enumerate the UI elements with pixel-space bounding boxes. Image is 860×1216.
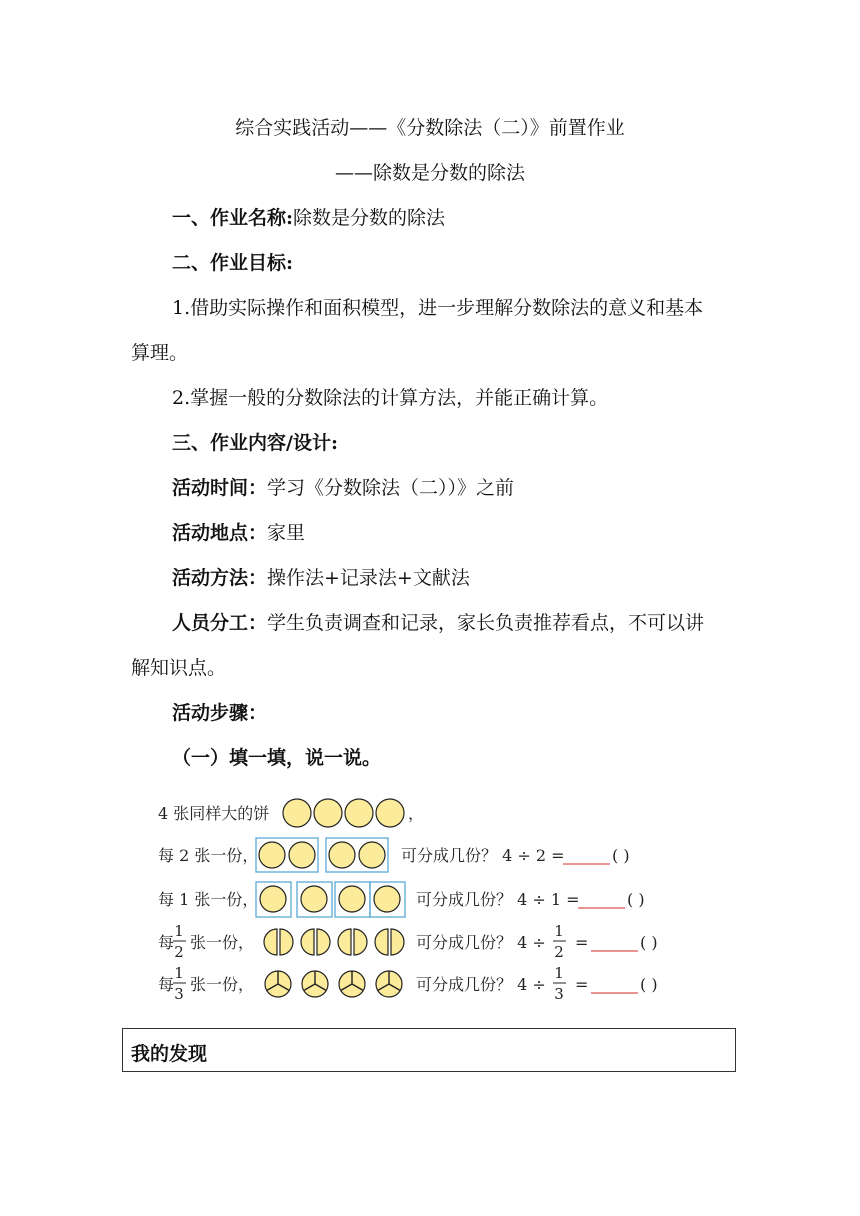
pie xyxy=(301,886,327,912)
page-subtitle: ——除数是分数的除法 xyxy=(334,162,525,184)
pie xyxy=(314,799,342,827)
half-pie xyxy=(338,929,351,955)
row4-text: 每 xyxy=(158,975,175,994)
activity-place-value: 家里 xyxy=(267,522,306,544)
goal-1-line-2: 算理。 xyxy=(131,342,189,364)
activity-place-label: 活动地点： xyxy=(172,522,268,544)
row2-paren: ( ) xyxy=(627,890,645,909)
half-pie xyxy=(264,929,277,955)
activity-place xyxy=(172,521,305,545)
pie xyxy=(329,842,355,868)
staff-division xyxy=(172,611,704,635)
pie xyxy=(376,799,404,827)
activity-steps-label: 活动步骤： xyxy=(172,702,268,724)
pie xyxy=(260,886,286,912)
row4-denominator: 3 xyxy=(174,985,184,1003)
third-pie xyxy=(302,971,328,997)
activity-time xyxy=(172,476,514,500)
third-pies xyxy=(265,971,402,997)
goal-2: 2.掌握一般的分数除法的计算方法，并能正确计算。 xyxy=(172,387,609,409)
row1-question: 可分成几份？ 4 ÷ 2 = xyxy=(401,846,565,865)
pie xyxy=(359,842,385,868)
row4-numerator: 1 xyxy=(174,964,184,982)
activity-method-value: 操作法+记录法+文献法 xyxy=(267,567,470,589)
pie xyxy=(345,799,373,827)
discovery-box[interactable] xyxy=(122,1028,736,1072)
row3-eq: = xyxy=(575,933,589,952)
pie-division-figure xyxy=(150,792,710,1007)
row0-pies xyxy=(283,799,404,827)
row3-question: 可分成几份？ 4 ÷ xyxy=(416,933,546,952)
row3-text: 每 xyxy=(158,933,175,952)
row2-text: 每 1 张一份， xyxy=(158,890,259,909)
section-2-label: 二、作业目标: xyxy=(172,252,294,274)
activity-time-label: 活动时间： xyxy=(172,477,268,499)
pie xyxy=(289,842,315,868)
section-3-label: 三、作业内容/设计: xyxy=(172,432,338,454)
activity-method-label: 活动方法： xyxy=(172,567,268,589)
pie xyxy=(283,799,311,827)
third-pie xyxy=(376,971,402,997)
half-pie xyxy=(391,929,404,955)
pie xyxy=(339,886,365,912)
staff-division-label: 人员分工： xyxy=(172,612,268,634)
row3-denominator: 2 xyxy=(174,943,184,961)
activity-time-value: 学习《分数除法（二））》之前 xyxy=(267,477,515,499)
half-pie xyxy=(280,929,293,955)
row3-q-numerator: 1 xyxy=(554,922,564,940)
goal-1-line-1: 1.借助实际操作和面积模型，进一步理解分数除法的意义和基本 xyxy=(172,297,704,319)
third-pie xyxy=(265,971,291,997)
row4-paren: ( ) xyxy=(640,975,658,994)
activity-method xyxy=(172,566,470,590)
section-1 xyxy=(172,206,445,230)
half-pie xyxy=(317,929,330,955)
pie xyxy=(259,842,285,868)
row4-q-numerator: 1 xyxy=(554,964,564,982)
row1-paren: ( ) xyxy=(612,846,630,865)
row1-text: 每 2 张一份， xyxy=(158,846,259,865)
section-1-label: 一、作业名称: xyxy=(172,207,294,229)
pie xyxy=(374,886,400,912)
row4-text-b: 张一份， xyxy=(190,975,255,994)
section-1-value: 除数是分数的除法 xyxy=(293,207,446,229)
half-pie xyxy=(354,929,367,955)
row4-eq: = xyxy=(575,975,589,994)
staff-division-line-2: 解知识点。 xyxy=(131,657,227,679)
row4-question: 可分成几份？ 4 ÷ xyxy=(416,975,546,994)
row0-end: ， xyxy=(408,804,425,823)
halved-pies xyxy=(264,929,404,955)
row3-q-denominator: 2 xyxy=(554,943,564,961)
row2-question: 可分成几份？ 4 ÷ 1 = xyxy=(416,890,580,909)
third-pie xyxy=(339,971,365,997)
row0-text: 4 张同样大的饼 xyxy=(158,804,270,823)
row4-q-denominator: 3 xyxy=(554,985,564,1003)
half-pie xyxy=(375,929,388,955)
row3-paren: ( ) xyxy=(640,933,658,952)
row3-text-b: 张一份， xyxy=(190,933,255,952)
half-pie xyxy=(301,929,314,955)
row3-numerator: 1 xyxy=(174,922,184,940)
part-1-label: （一）填一填，说一说。 xyxy=(172,747,382,769)
page-title: 综合实践活动——《分数除法（二）》前置作业 xyxy=(235,117,625,139)
staff-division-value: 学生负责调查和记录，家长负责推荐看点，不可以讲 xyxy=(267,612,705,634)
discovery-label: 我的发现 xyxy=(131,1043,208,1065)
